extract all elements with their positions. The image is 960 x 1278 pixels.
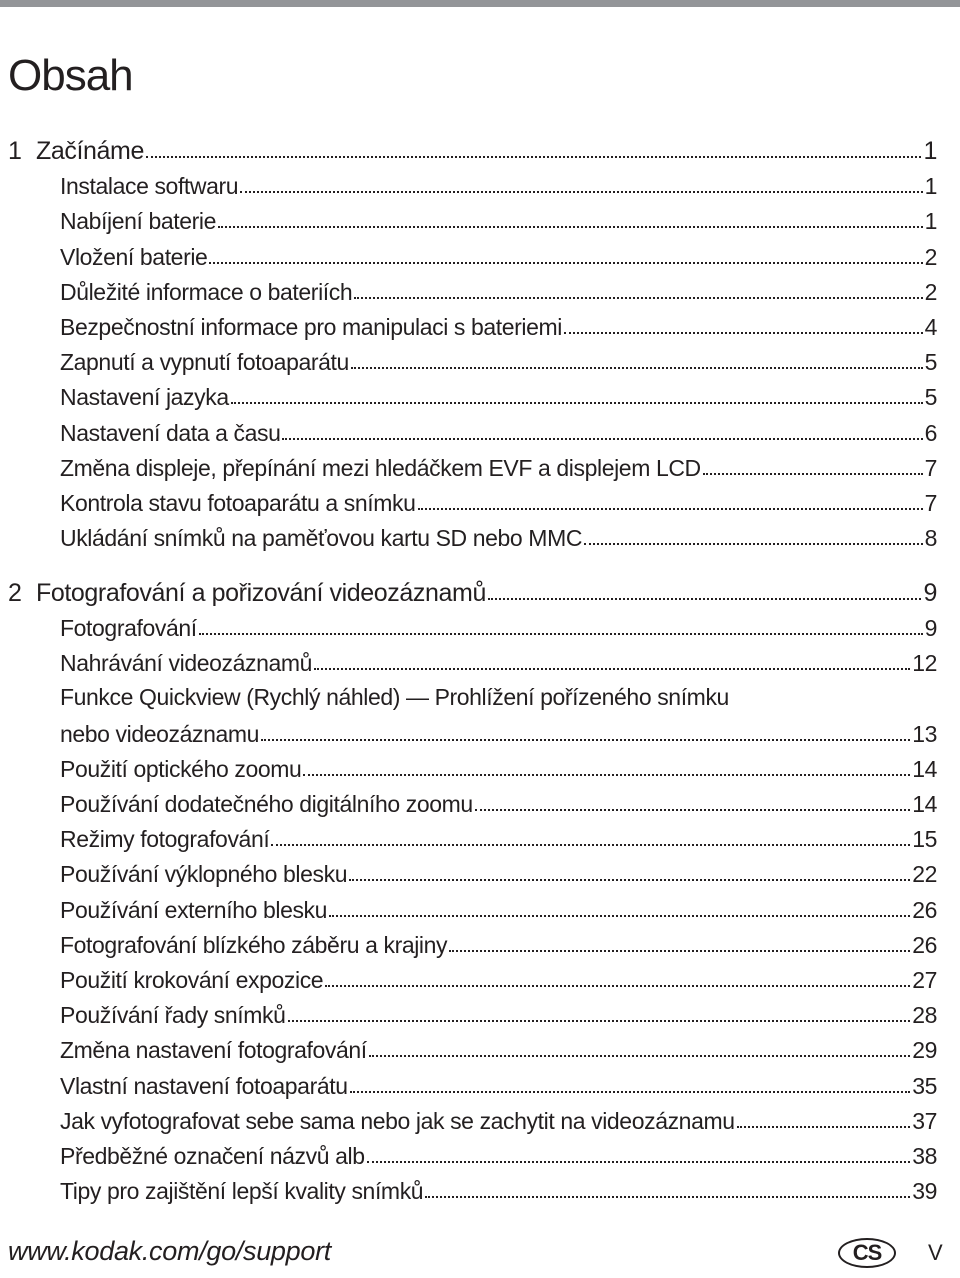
toc-entry[interactable]	[60, 341, 937, 377]
language-badge: CS	[838, 1238, 896, 1268]
toc-entry[interactable]	[60, 412, 937, 448]
toc-entry[interactable]	[60, 376, 937, 412]
dot-leader	[354, 297, 922, 299]
dot-leader	[209, 262, 922, 264]
chapter-title: Začínáme	[36, 137, 144, 165]
page-ref: 1	[924, 208, 937, 235]
page-number: V	[928, 1240, 943, 1265]
dot-leader	[349, 879, 910, 881]
toc-entry[interactable]	[60, 517, 937, 553]
toc-chapter[interactable]	[8, 572, 937, 608]
dot-leader	[303, 774, 910, 776]
page-ref: 5	[924, 384, 937, 411]
page-ref: 39	[912, 1178, 937, 1205]
toc-chapter[interactable]	[8, 130, 937, 166]
dot-leader	[418, 508, 923, 510]
toc-entry[interactable]	[60, 748, 937, 784]
entry-label: Používání dodatečného digitálního zoomu	[60, 790, 473, 817]
toc-entry[interactable]	[60, 165, 937, 201]
page-ref: 15	[912, 826, 937, 853]
toc-entry[interactable]	[60, 642, 937, 678]
page-ref: 13	[912, 720, 937, 747]
page-ref: 14	[912, 790, 937, 817]
dot-leader	[475, 809, 910, 811]
page-ref: 14	[912, 755, 937, 782]
entry-label: Fotografování blízkého záběru a krajiny	[60, 931, 448, 958]
page-ref: 5	[924, 349, 937, 376]
dot-leader	[449, 950, 910, 952]
page-ref: 27	[912, 966, 937, 993]
dot-leader	[282, 438, 922, 440]
entry-label: Zapnutí a vypnutí fotoaparátu	[60, 349, 349, 376]
dot-leader	[703, 473, 923, 475]
page-ref: 8	[924, 525, 937, 552]
toc-entry[interactable]	[60, 853, 937, 889]
entry-label: Používání externího blesku	[60, 896, 328, 923]
toc-entry[interactable]	[60, 818, 937, 854]
entry-label: Kontrola stavu fotoaparátu a snímku	[60, 490, 416, 516]
toc-entry[interactable]	[60, 924, 937, 960]
dot-leader	[367, 1161, 911, 1163]
toc-entry[interactable]	[60, 200, 937, 236]
chapter-title: Fotografování a pořizování videozáznamů	[36, 578, 486, 607]
page-ref: 22	[912, 861, 937, 888]
entry-label: Tipy pro zajištění lepší kvality snímků	[60, 1178, 424, 1205]
dot-leader	[325, 985, 910, 987]
dot-leader	[271, 844, 910, 846]
dot-leader	[350, 1091, 911, 1093]
dot-leader	[231, 402, 923, 404]
entry-label: Jak vyfotografovat sebe sama nebo jak se zachytit na videozáznamu	[60, 1107, 735, 1134]
entry-label-continuation: nebo videozáznamu	[60, 720, 260, 747]
toc-entry[interactable]	[60, 447, 937, 483]
page-ref: 29	[912, 1037, 937, 1064]
toc-entry[interactable]	[60, 1029, 937, 1065]
toc-entry[interactable]	[60, 783, 937, 819]
toc-entry[interactable]	[60, 1100, 937, 1136]
page-ref: 38	[912, 1142, 937, 1169]
entry-label: Bezpečnostní informace pro manipulaci s bateriemi	[60, 314, 562, 340]
page-ref: 35	[912, 1072, 937, 1099]
dot-leader	[351, 367, 923, 369]
toc-entry[interactable]	[60, 994, 937, 1030]
entry-label: Použití krokování expozice	[60, 966, 324, 993]
dot-leader	[425, 1196, 910, 1198]
support-url-link[interactable]: www.kodak.com/go/support	[8, 1236, 331, 1266]
dot-leader	[564, 332, 923, 334]
dot-leader	[737, 1126, 911, 1128]
dot-leader	[488, 598, 922, 600]
toc-entry[interactable]	[60, 1135, 937, 1171]
dot-leader	[288, 1020, 911, 1022]
page-ref: 1	[924, 173, 937, 200]
chapter-number: 1	[8, 137, 22, 165]
page-ref: 28	[912, 1002, 937, 1029]
entry-label: Instalace softwaru	[60, 173, 239, 200]
entry-label: Fotografování	[60, 614, 197, 641]
toc-entry[interactable]	[60, 1170, 937, 1206]
top-rule	[0, 0, 960, 7]
toc-entry[interactable]	[60, 959, 937, 995]
toc-entry[interactable]	[60, 889, 937, 925]
toc-entry[interactable]	[60, 607, 937, 643]
page-ref: 6	[924, 419, 937, 446]
entry-label: Nastavení jazyka	[60, 384, 229, 411]
entry-label: Nastavení data a času	[60, 419, 281, 446]
toc-entry[interactable]	[60, 713, 937, 749]
page-ref: 2	[924, 278, 937, 305]
dot-leader	[240, 191, 922, 193]
toc-entry[interactable]	[60, 306, 937, 342]
page-ref: 9	[924, 614, 937, 641]
page-ref: 26	[912, 896, 937, 923]
dot-leader	[584, 543, 923, 545]
entry-label: Vložení baterie	[60, 243, 208, 270]
entry-label: Použití optického zoomu	[60, 755, 302, 782]
dot-leader	[329, 915, 910, 917]
entry-label: Ukládání snímků na paměťovou kartu SD nebo MMC	[60, 525, 583, 552]
dot-leader	[314, 668, 910, 670]
toc-entry[interactable]	[60, 1065, 937, 1101]
entry-label: Nabíjení baterie	[60, 208, 216, 235]
dot-leader	[261, 739, 910, 741]
page-ref: 1	[923, 137, 937, 165]
toc-entry[interactable]	[60, 482, 937, 518]
page-ref: 7	[924, 454, 937, 481]
page-ref: 9	[923, 578, 937, 607]
page-title: Obsah	[8, 51, 133, 100]
entry-label: Změna displeje, přepínání mezi hledáčkem EVF a displejem LCD	[60, 454, 701, 481]
entry-label: Nahrávání videozáznamů	[60, 650, 313, 677]
entry-label: Používání řady snímků	[60, 1002, 286, 1029]
page-ref: 4	[924, 314, 937, 340]
entry-label: Vlastní nastavení fotoaparátu	[60, 1072, 348, 1099]
page-ref: 37	[912, 1107, 937, 1134]
page-ref: 7	[924, 490, 937, 516]
dot-leader	[369, 1055, 910, 1057]
chapter-number: 2	[8, 578, 22, 607]
entry-label: Důležité informace o bateriích	[60, 278, 353, 305]
dot-leader	[199, 633, 923, 635]
dot-leader	[218, 226, 923, 228]
entry-label: Předběžné označení názvů alb	[60, 1142, 365, 1169]
toc-entry[interactable]	[60, 271, 937, 307]
entry-label: Změna nastavení fotografování	[60, 1037, 367, 1064]
dot-leader	[146, 156, 922, 158]
page-ref: 2	[924, 243, 937, 270]
page-ref: 26	[912, 931, 937, 958]
entry-label[interactable]: Funkce Quickview (Rychlý náhled) — Prohlížení pořízeného snímku	[60, 684, 729, 711]
entry-label: Používání výklopného blesku	[60, 861, 348, 888]
toc-entry[interactable]	[60, 236, 937, 272]
page-ref: 12	[912, 650, 937, 677]
entry-label: Režimy fotografování	[60, 826, 270, 853]
